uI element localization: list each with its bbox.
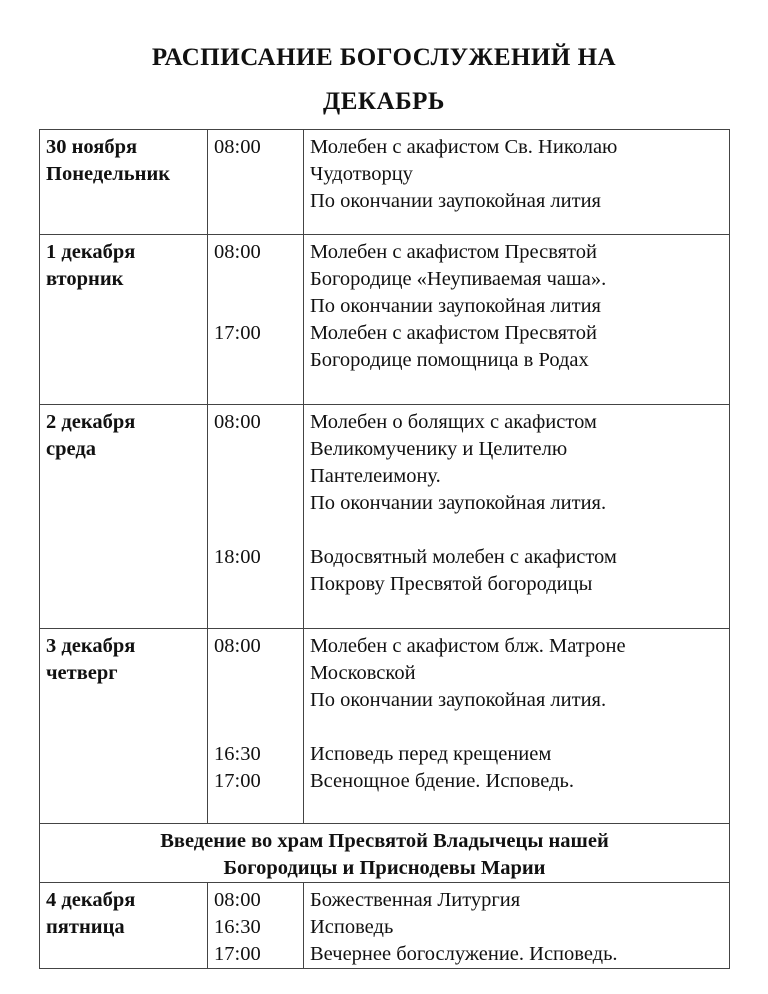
- page-title-line-2: ДЕКАБРЬ: [323, 88, 445, 115]
- event-line: Великомученику и Целителю: [310, 438, 568, 460]
- spacer: [310, 517, 723, 544]
- date-label: 3 декабря: [46, 635, 136, 657]
- event-line: Пантелеимону.: [310, 465, 441, 487]
- time-label: 17:00: [214, 322, 261, 344]
- feast-title-line-2: Богородицы и Приснодевы Марии: [223, 857, 546, 879]
- event-cell: [304, 629, 730, 824]
- time-label: 08:00: [214, 411, 261, 433]
- event-cell: [304, 235, 730, 405]
- time-label: 17:00: [214, 770, 261, 792]
- day-cell: [40, 130, 208, 235]
- event-line: По окончании заупокойная лития: [310, 190, 601, 212]
- time-label: 18:00: [214, 546, 261, 568]
- event-line: Молебен с акафистом Св. Николаю: [310, 136, 618, 158]
- spacer: [214, 660, 297, 687]
- page-title-line-1: РАСПИСАНИЕ БОГОСЛУЖЕНИЙ НА: [151, 44, 617, 71]
- day-cell: [40, 629, 208, 824]
- event-line: По окончании заупокойная лития.: [310, 689, 607, 711]
- spacer: [214, 714, 297, 741]
- day-cell: [40, 883, 208, 969]
- event-line: Божественная Литургия: [310, 889, 521, 911]
- event-cell: [304, 883, 730, 969]
- time-label: 08:00: [214, 241, 261, 263]
- event-line: Молебен с акафистом Пресвятой: [310, 241, 597, 263]
- event-line: Водосвятный молебен с акафистом: [310, 546, 617, 568]
- event-line: Всенощное бдение. Исповедь.: [310, 770, 574, 792]
- event-line: Молебен о болящих с акафистом: [310, 411, 597, 433]
- event-line: Исповедь перед крещением: [310, 743, 552, 765]
- weekday-label: вторник: [46, 268, 124, 290]
- time-label: 08:00: [214, 889, 261, 911]
- spacer: [310, 714, 723, 741]
- event-line: Молебен с акафистом Пресвятой: [310, 322, 597, 344]
- spacer: [214, 293, 297, 320]
- table-row: [40, 405, 730, 629]
- time-label: 08:00: [214, 635, 261, 657]
- time-label: 08:00: [214, 136, 261, 158]
- day-cell: [40, 235, 208, 405]
- day-cell: [40, 405, 208, 629]
- event-line: По окончании заупокойная лития: [310, 295, 601, 317]
- time-cell: [208, 235, 304, 405]
- event-line: Богородице «Неупиваемая чаша».: [310, 268, 607, 290]
- event-line: Вечернее богослужение. Исповедь.: [310, 943, 618, 965]
- time-cell: [208, 629, 304, 824]
- weekday-label: Понедельник: [46, 163, 171, 185]
- spacer: [214, 266, 297, 293]
- time-cell: [208, 405, 304, 629]
- event-line: Московской: [310, 662, 416, 684]
- event-line: Исповедь: [310, 916, 394, 938]
- table-row: [40, 629, 730, 824]
- table-row-feast: [40, 824, 730, 883]
- event-cell: [304, 405, 730, 629]
- time-cell: [208, 883, 304, 969]
- date-label: 4 декабря: [46, 889, 136, 911]
- date-label: 2 декабря: [46, 411, 136, 433]
- event-line: Чудотворцу: [310, 163, 413, 185]
- table-row: [40, 883, 730, 969]
- time-label: 16:30: [214, 743, 261, 765]
- time-cell: [208, 130, 304, 235]
- date-label: 1 декабря: [46, 241, 136, 263]
- spacer: [214, 436, 297, 463]
- event-line: Покрову Пресвятой богородицы: [310, 573, 593, 595]
- time-label: 17:00: [214, 943, 261, 965]
- table-row: [40, 235, 730, 405]
- table-row: [40, 130, 730, 235]
- spacer: [214, 463, 297, 490]
- event-line: Богородице помощница в Родах: [310, 349, 589, 371]
- weekday-label: четверг: [46, 662, 118, 684]
- event-line: По окончании заупокойная лития.: [310, 492, 607, 514]
- schedule-table: [39, 129, 730, 969]
- feast-cell: [40, 824, 730, 883]
- weekday-label: среда: [46, 438, 96, 460]
- event-cell: [304, 130, 730, 235]
- spacer: [214, 490, 297, 517]
- time-label: 16:30: [214, 916, 261, 938]
- feast-title-line-1: Введение во храм Пресвятой Владычецы нашей: [160, 830, 609, 852]
- spacer: [214, 517, 297, 544]
- spacer: [214, 687, 297, 714]
- event-line: Молебен с акафистом блж. Матроне: [310, 635, 626, 657]
- date-label: 30 ноября: [46, 136, 138, 158]
- weekday-label: пятница: [46, 916, 125, 938]
